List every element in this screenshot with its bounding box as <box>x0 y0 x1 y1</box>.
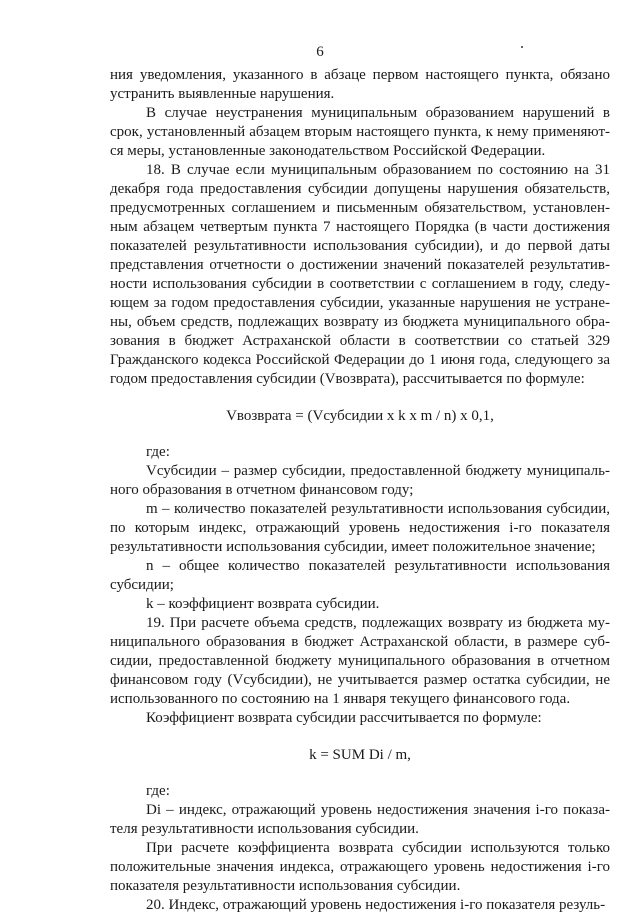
formula-k: k = SUM Di / m, <box>309 747 411 763</box>
paragraph-positive-values: При расчете коэффициента возврата субсидии используются только положительные значения индекса, отражающего уровень недостижения i-го показателя результативности использования субсидии. <box>110 840 610 894</box>
definition-di: Di – индекс, отражающий уровень недостижения значения i-го показателя результативности использования субсидии. <box>110 802 610 837</box>
paragraph-20: 20. Индекс, отражающий уровень недостижения i-го показателя резуль- <box>146 897 606 913</box>
paragraph-coefficient-intro: Коэффициент возврата субсидии рассчитывается по формуле: <box>146 710 542 726</box>
paragraph-continuation: ния уведомления, указанного в абзаце первом настоящего пункта, обязано устранить выявленные нарушения. <box>110 67 610 102</box>
definition-k: k – коэффициент возврата субсидии. <box>146 596 380 612</box>
page-number: 6 <box>316 44 324 60</box>
definition-n: n – общее количество показателей результативности использования субсидии; <box>110 558 610 593</box>
where-label-2: где: <box>146 783 170 799</box>
paragraph-18: 18. В случае если муниципальным образованием по состоянию на 31 декабря года предоставления субсидии допущены нарушения обязательств, предусмотренных соглашением и письменным обязательством, установленным абзацем четвертым пункта 7 настоящего Порядка (в части достижения показателей результативности использования субсидии), и до первой даты представления отчетности о достижении значений показателей результативности использования субсидии в соответствии с соглашением в году, следующем за годом предоставления субсидии, указанные нарушения не устранены, объем средств, подлежащих возврату из бюджета муниципального образования в бюджет Астраханской области в соответствии со статьей 329 Гражданского кодекса Российской Федерации до 1 июня года, следующего за годом предоставления субсидии (Vвозврата), рассчитывается по формуле: <box>110 162 610 387</box>
definition-v-subsidy: Vсубсидии – размер субсидии, предоставленной бюджету муниципального образования в отчетном финансовом году; <box>110 463 610 498</box>
paragraph-non-elimination: В случае неустранения муниципальным образованием нарушений в срок, установленный абзацем вторым настоящего пункта, к нему применяются меры, установленные законодательством Российской Федерации. <box>110 105 610 159</box>
where-label-1: где: <box>146 444 170 460</box>
scan-speck <box>521 46 523 48</box>
paragraph-19: 19. При расчете объема средств, подлежащих возврату из бюджета муниципального образования в бюджет Астраханской области, в размере субсидии, предоставленной бюджету муниципального образования в отчетном финансовом году (Vсубсидии), не учитывается размер остатка субсидии, не использованного по состоянию на 1 января текущего финансового года. <box>110 615 610 707</box>
definition-m: m – количество показателей результативности использования субсидии, по которым индекс, отражающий уровень недостижения i-го показателя результативности использования субсидии, имеет положительное значение; <box>110 501 610 555</box>
document-body <box>110 66 610 915</box>
formula-v-return: Vвозврата = (Vсубсидии x k x m / n) x 0,1, <box>226 408 494 424</box>
